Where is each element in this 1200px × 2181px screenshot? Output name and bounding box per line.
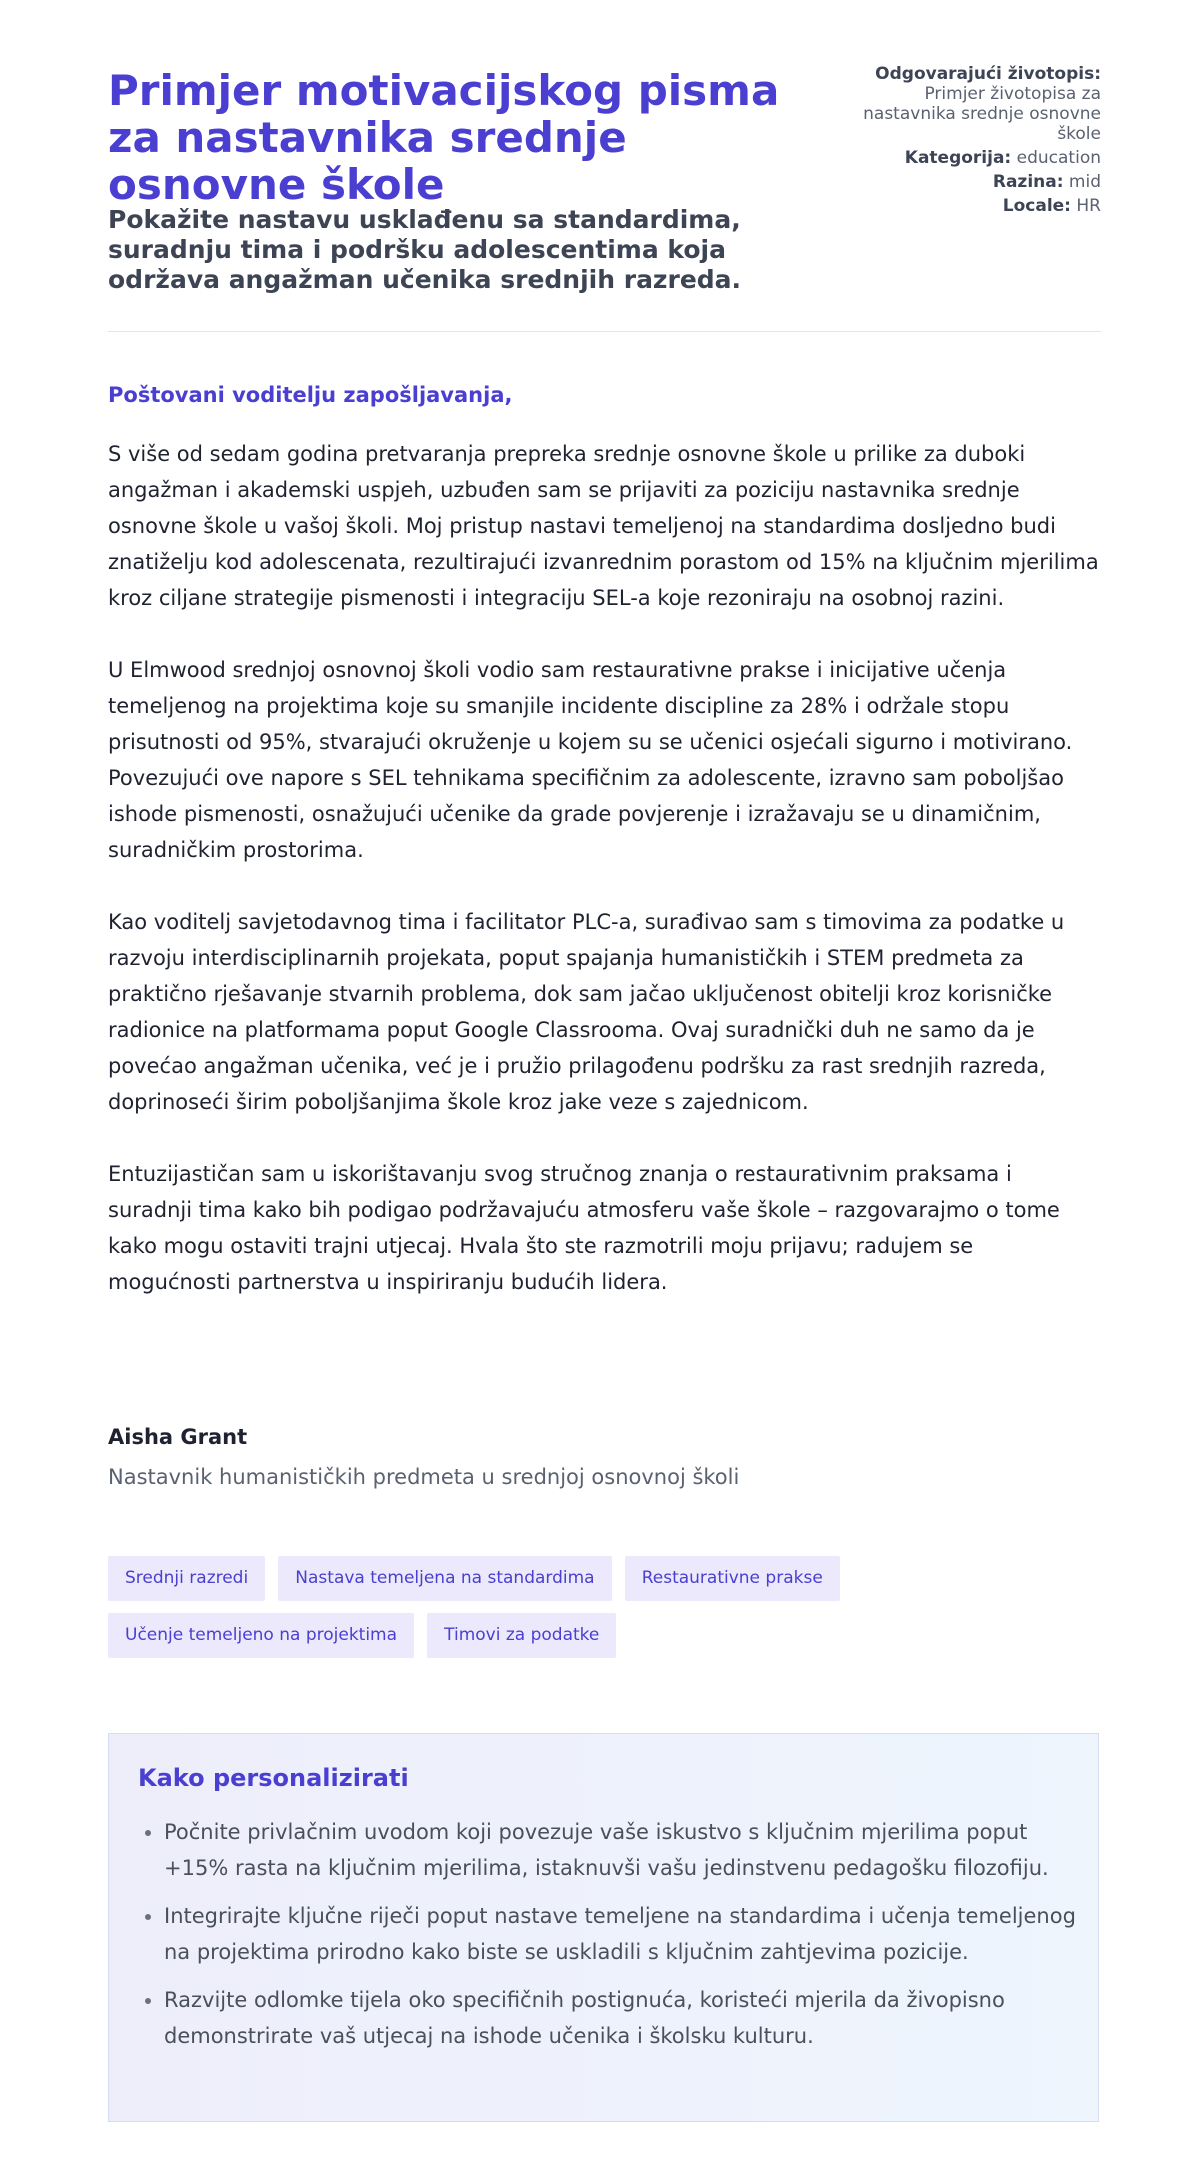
signature-name: Aisha Grant bbox=[108, 1425, 248, 1449]
meta-category bbox=[833, 148, 1101, 168]
meta-locale-label: Locale: bbox=[1002, 196, 1071, 216]
tip-item-1: • Počnite privlačnim uvodom koji povezuje vaše iskustvo s ključnim mjerilima poput +15% rasta na ključnim mjerilima, istaknuvši vašu jedinstvenu pedagošku filozofiju. bbox=[164, 1814, 1084, 1886]
tip-item-2: • Integrirajte ključne riječi poput nastave temeljene na standardima i učenja temeljenog na projektima prirodno kako biste se uskladili s ključnim zahtjevima pozicije. bbox=[164, 1898, 1084, 1970]
meta-level-value: mid bbox=[1068, 172, 1101, 192]
meta-locale-value: HR bbox=[1076, 196, 1101, 216]
signature-title: Nastavnik humanističkih predmeta u srednjoj osnovnoj školi bbox=[108, 1465, 740, 1489]
tag-restaurativne-prakse[interactable]: Restaurativne prakse bbox=[625, 1556, 840, 1601]
meta-level-label: Razina: bbox=[992, 172, 1064, 192]
tips-heading: Kako personalizirati bbox=[138, 1764, 409, 1792]
meta-resume-link[interactable]: Primjer životopisa za nastavnika srednje osnovne škole bbox=[863, 84, 1101, 144]
tag-srednji-razredi[interactable]: Srednji razredi bbox=[108, 1556, 265, 1601]
meta-category-value: education bbox=[1016, 148, 1101, 168]
tag-timovi-za-podatke[interactable]: Timovi za podatke bbox=[427, 1613, 616, 1658]
personalization-tips-box bbox=[108, 1733, 1099, 2122]
meta-resume-label: Odgovarajući životopis: bbox=[875, 64, 1101, 84]
tag-ucenje-temeljeno-na-projektima[interactable]: Učenje temeljeno na projektima bbox=[108, 1613, 414, 1658]
page-header bbox=[108, 64, 1101, 332]
page-title: Primjer motivacijskog pisma za nastavnika srednje osnovne škole bbox=[108, 66, 780, 209]
tips-list bbox=[137, 1814, 1084, 2066]
meta-level bbox=[833, 172, 1101, 192]
meta-locale bbox=[833, 196, 1101, 216]
tip-item-3: • Razvijte odlomke tijela oko specifičnih postignuća, koristeći mjerila da živopisno demonstrirate vaš utjecaj na ishode učenika i školsku kulturu. bbox=[164, 1982, 1084, 2054]
tag-nastava-temeljena-na-standardima[interactable]: Nastava temeljena na standardima bbox=[278, 1556, 611, 1601]
letter-body bbox=[108, 436, 1101, 1336]
meta-panel bbox=[833, 64, 1101, 220]
page-subtitle: Pokažite nastavu usklađenu sa standardima, suradnju tima i podršku adolescentima koja održava angažman učenika srednjih razreda. bbox=[108, 205, 742, 294]
meta-resume bbox=[833, 64, 1101, 144]
letter-paragraph-3: Kao voditelj savjetodavnog tima i facilitator PLC-a, surađivao sam s timovima za podatke u razvoju interdisciplinarnih projekata, poput spajanja humanističkih i STEM predmeta za praktično rješavanje stvarnih problema, dok sam jačao uključenost obitelji kroz korisničke radionice na platformama poput Google Classrooma. Ovaj suradnički duh ne samo da je povećao angažman učenika, već je i pružio prilagođenu podršku za rast srednjih razreda, doprinoseći širim poboljšanjima škole kroz jake veze s zajednicom. bbox=[108, 910, 1065, 1114]
letter-paragraph-2: U Elmwood srednjoj osnovnoj školi vodio sam restaurativne prakse i inicijative učenja temeljenog na projektima koje su smanjile incidente discipline za 28% i održale stopu prisutnosti od 95%, stvarajući okruženje u kojem su se učenici osjećali sigurno i motivirano. Povezujući ove napore s SEL tehnikama specifičnim za adolescente, izravno sam poboljšao ishode pismenosti, osnažujući učenike da grade povjerenje i izražavaju se u dinamičnim, suradničkim prostorima. bbox=[108, 658, 1073, 862]
meta-category-label: Kategorija: bbox=[904, 148, 1012, 168]
tag-list bbox=[108, 1556, 908, 1670]
letter-paragraph-1: S više od sedam godina pretvaranja prepreka srednje osnovne škole u prilike za duboki angažman i akademski uspjeh, uzbuđen sam se prijaviti za poziciju nastavnika srednje osnovne škole u vašoj školi. Moj pristup nastavi temeljenoj na standardima dosljedno budi znatiželju kod adolescenata, rezultirajući izvanrednim porastom od 15% na ključnim mjerilima kroz ciljane strategije pismenosti i integraciju SEL-a koje rezoniraju na osobnoj razini. bbox=[108, 442, 1099, 610]
letter-salutation: Poštovani voditelju zapošljavanja, bbox=[108, 383, 513, 407]
letter-paragraph-4: Entuzijastičan sam u iskorištavanju svog stručnog znanja o restaurativnim praksama i suradnji tima kako bih podigao podržavajuću atmosferu vaše škole – razgovarajmo o tome kako mogu ostaviti trajni utjecaj. Hvala što ste razmotrili moju prijavu; radujem se mogućnosti partnerstva u inspiriranju budućih lidera. bbox=[108, 1162, 1060, 1294]
